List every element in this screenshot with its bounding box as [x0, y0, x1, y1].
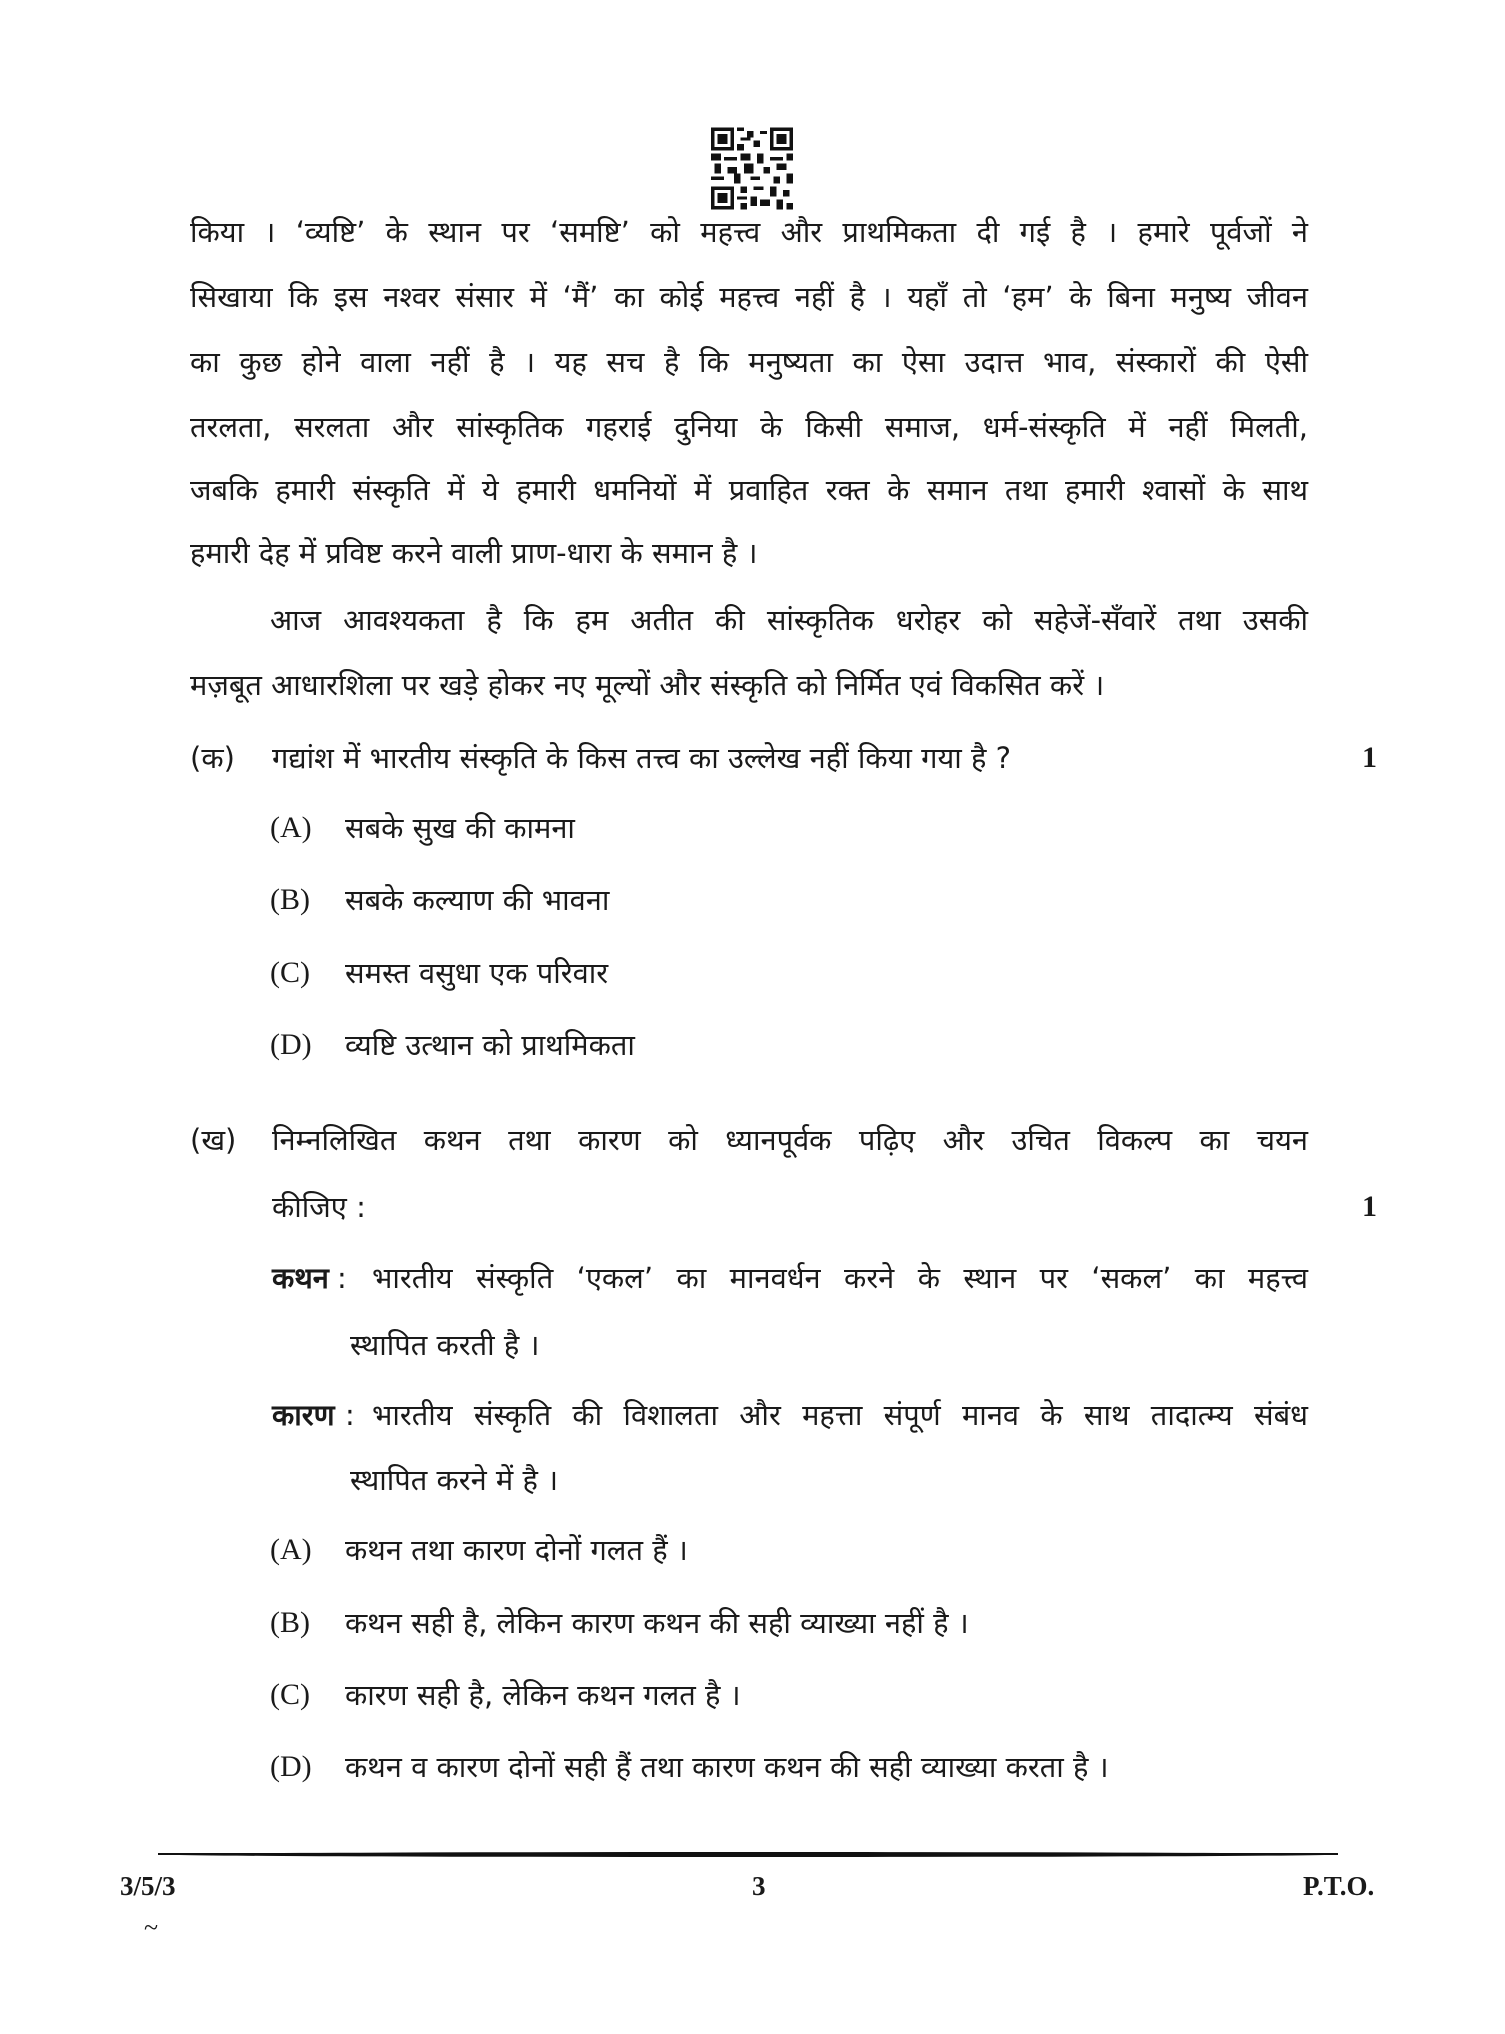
assertion-text: स्थापित करती है ।	[350, 1328, 540, 1362]
option-label: (A)	[270, 811, 312, 844]
option-label: (D)	[270, 1028, 312, 1061]
option-text[interactable]: कथन तथा कारण दोनों गलत हैं ।	[345, 1533, 688, 1567]
reason-text: स्थापित करने में है ।	[350, 1463, 559, 1497]
option-label: (C)	[270, 956, 310, 989]
reason-label: कारण	[272, 1398, 335, 1432]
option-label: (B)	[270, 883, 310, 916]
option-text[interactable]: सबके कल्याण की भावना	[345, 883, 610, 917]
qr-code-icon	[711, 125, 793, 212]
question-marks: 1	[1362, 1190, 1377, 1223]
assertion-separator: :	[337, 1261, 347, 1295]
option-label: (D)	[270, 1750, 312, 1783]
tilde-mark: ~	[144, 1913, 159, 1942]
reason-separator: :	[345, 1398, 355, 1432]
pto-label: P.T.O.	[1303, 1871, 1375, 1901]
page-number: 3	[752, 1871, 766, 1901]
option-label: (A)	[270, 1533, 312, 1566]
passage-line: मज़बूत आधारशिला पर खड़े होकर नए मूल्यों और संस्कृति को निर्मित एवं विकसित करें ।	[190, 668, 1105, 702]
footer-rule-thick	[168, 1852, 1336, 1857]
passage-line: का कुछ होने वाला नहीं है । यह सच है कि मनुष्यता का ऐसा उदात्त भाव, संस्कारों की ऐसी	[190, 345, 1308, 379]
option-text[interactable]: कथन व कारण दोनों सही हैं तथा कारण कथन की सही व्याख्या करता है ।	[345, 1750, 1109, 1784]
option-text[interactable]: कथन सही है, लेकिन कारण कथन की सही व्याख्या नहीं है ।	[345, 1606, 969, 1640]
option-label: (C)	[270, 1678, 310, 1711]
question-label: (ख)	[190, 1123, 237, 1157]
option-text[interactable]: कारण सही है, लेकिन कथन गलत है ।	[345, 1678, 741, 1712]
assertion-label: कथन	[272, 1261, 329, 1295]
passage-line: आज आवश्यकता है कि हम अतीत की सांस्कृतिक धरोहर को सहेजें-सँवारें तथा उसकी	[270, 603, 1308, 637]
option-label: (B)	[270, 1606, 310, 1639]
passage-line: सिखाया कि इस नश्वर संसार में ‘मैं’ का कोई महत्त्व नहीं है । यहाँ तो ‘हम’ के बिना मनुष्य जीवन	[190, 280, 1308, 314]
question-label: (क)	[190, 741, 235, 775]
option-text[interactable]: सबके सुख की कामना	[345, 811, 575, 845]
passage-line: हमारी देह में प्रविष्ट करने वाली प्राण-धारा के समान है ।	[190, 536, 758, 570]
option-text[interactable]: व्यष्टि उत्थान को प्राथमिकता	[345, 1028, 635, 1062]
paper-code: 3/5/3	[120, 1871, 176, 1901]
option-text[interactable]: समस्त वसुधा एक परिवार	[345, 956, 609, 990]
assertion-text: भारतीय संस्कृति ‘एकल’ का मानवर्धन करने के स्थान पर ‘सकल’ का महत्त्व	[372, 1261, 1308, 1295]
passage-line: जबकि हमारी संस्कृति में ये हमारी धमनियों में प्रवाहित रक्त के समान तथा हमारी श्वासों के साथ	[190, 473, 1308, 507]
reason-text: भारतीय संस्कृति की विशालता और महत्ता संपूर्ण मानव के साथ तादात्म्य संबंध	[372, 1398, 1308, 1432]
passage-line: किया । ‘व्यष्टि’ के स्थान पर ‘समष्टि’ को महत्त्व और प्राथमिकता दी गई है । हमारे पूर्वजों ने	[190, 215, 1308, 249]
passage-line: तरलता, सरलता और सांस्कृतिक गहराई दुनिया के किसी समाज, धर्म-संस्कृति में नहीं मिलती,	[190, 410, 1308, 444]
question-text: गद्यांश में भारतीय संस्कृति के किस तत्त्व का उल्लेख नहीं किया गया है ?	[272, 741, 1012, 775]
question-text: कीजिए :	[272, 1190, 366, 1224]
question-text: निम्नलिखित कथन तथा कारण को ध्यानपूर्वक पढ़िए और उचित विकल्प का चयन	[272, 1123, 1308, 1157]
question-marks: 1	[1362, 741, 1377, 774]
